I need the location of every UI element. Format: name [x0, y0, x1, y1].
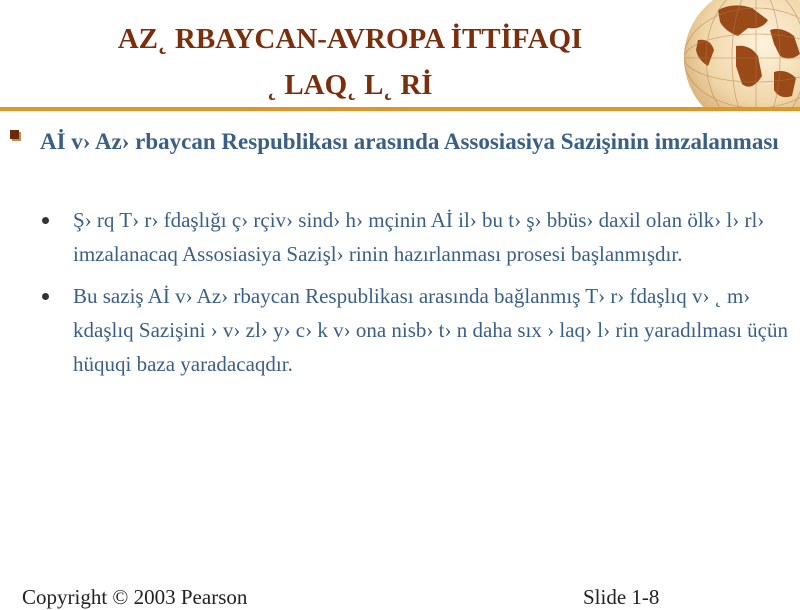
dot-bullet-icon [42, 217, 49, 224]
globe-icon [678, 0, 800, 108]
footer-slide-number: Slide 1-8 [583, 585, 660, 609]
main-bullet-text: Aİ v› Az› rbaycan Respublikası arasında Assosiasiya Sazişinin imzalanması [40, 129, 779, 154]
sub-bullet-text: Ş› rq T› r› fdaşlığı ç› rçiv› sind› h› mçinin Aİ il› bu t› ş› bbüs› daxil olan ölk› l› rl› imzalanacaq Assosiasiya Sazişl› rinin hazırlanması prosesi başlanmışdır. [73, 208, 765, 266]
sub-bullet-item [40, 203, 790, 271]
slide-title-line-2: ˛ LAQ˛ L˛ Rİ [267, 69, 433, 101]
sub-bullet-item [40, 279, 790, 381]
title-divider [0, 107, 800, 111]
sub-bullet-list [40, 203, 790, 389]
slide-title [30, 16, 670, 108]
slide-title-line-1: AZ˛ RBAYCAN-AVROPA İTTİFAQI [117, 23, 583, 55]
footer-copyright: Copyright © 2003 Pearson [22, 585, 248, 609]
dot-bullet-icon [42, 293, 49, 300]
square-bullet-icon [8, 130, 22, 144]
sub-bullet-text: Bu saziş Aİ v› Az› rbaycan Respublikası arasında bağlanmış T› r› fdaşlıq v› ˛ m› kdaşlıq Sazişini › v› zl› y› c› k v› ona nisb› t› n daha sıx › laq› l› rin yaradılması üçün hüquqi baza yaradacaqdır. [73, 284, 788, 376]
